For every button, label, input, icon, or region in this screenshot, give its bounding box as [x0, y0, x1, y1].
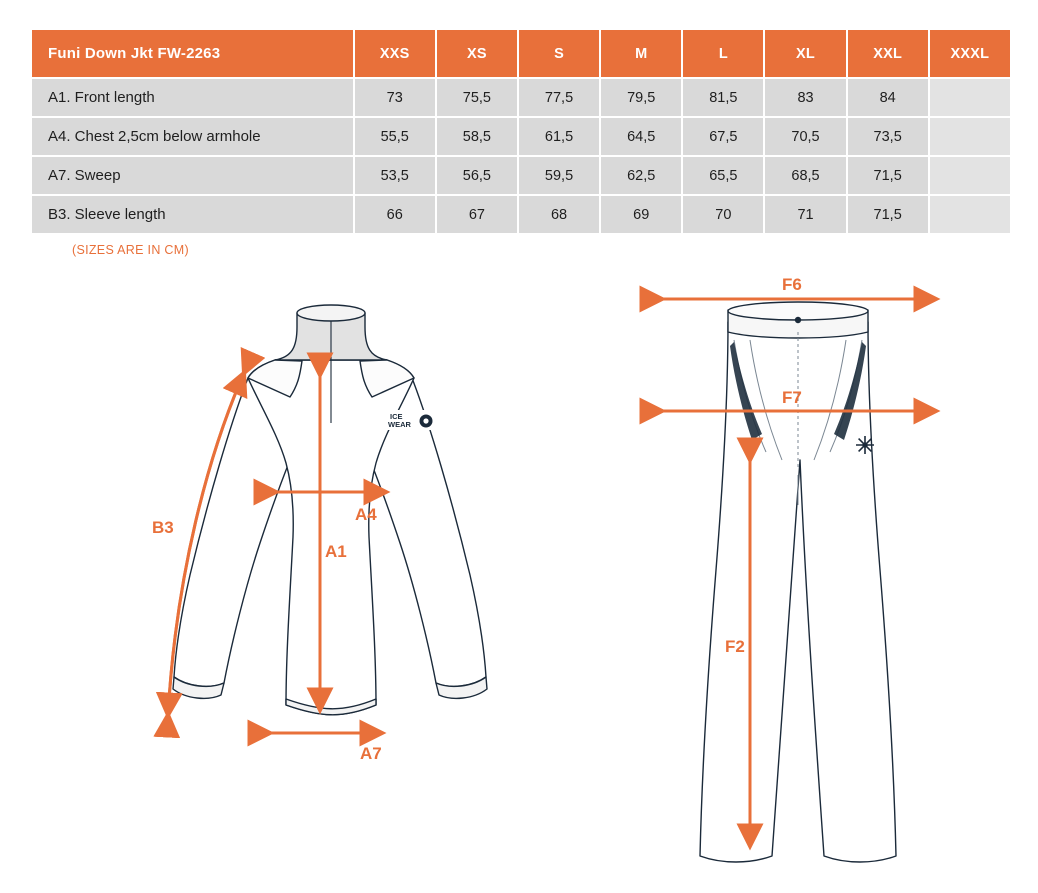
size-header-xxs: XXS — [354, 29, 436, 78]
dim-label-a1: A1 — [325, 542, 347, 561]
table-row — [31, 117, 1011, 156]
dim-label-f2: F2 — [725, 637, 745, 656]
table-row — [31, 78, 1011, 117]
cell-a1-s: 77,5 — [518, 78, 600, 117]
size-header-l: L — [682, 29, 764, 78]
dim-label-a7: A7 — [360, 744, 382, 763]
cell-a4-xxxl — [929, 117, 1011, 156]
cell-a1-l: 81,5 — [682, 78, 764, 117]
dim-label-f7: F7 — [782, 388, 802, 407]
svg-text:ICE: ICE — [390, 412, 403, 421]
cell-b3-xs: 67 — [436, 195, 518, 234]
cell-a4-s: 61,5 — [518, 117, 600, 156]
size-table — [30, 28, 1012, 235]
cell-a4-xs: 58,5 — [436, 117, 518, 156]
cell-a4-xxs: 55,5 — [354, 117, 436, 156]
cell-a1-xs: 75,5 — [436, 78, 518, 117]
cell-b3-xxxl — [929, 195, 1011, 234]
cell-b3-l: 70 — [682, 195, 764, 234]
pants-technical-drawing — [600, 270, 1000, 880]
dim-label-f6: F6 — [782, 275, 802, 294]
cell-b3-s: 68 — [518, 195, 600, 234]
measure-label-a7: A7. Sweep — [31, 156, 354, 195]
measure-label-b3: B3. Sleeve length — [31, 195, 354, 234]
cell-a4-l: 67,5 — [682, 117, 764, 156]
size-header-xxl: XXL — [847, 29, 929, 78]
cell-a1-xl: 83 — [764, 78, 846, 117]
cell-a4-xl: 70,5 — [764, 117, 846, 156]
cell-b3-m: 69 — [600, 195, 682, 234]
size-header-s: S — [518, 29, 600, 78]
cell-a7-xxxl — [929, 156, 1011, 195]
cell-a4-xxl: 73,5 — [847, 117, 929, 156]
brand-logo-icon — [386, 410, 444, 430]
measure-label-a1: A1. Front length — [31, 78, 354, 117]
cell-a7-xxs: 53,5 — [354, 156, 436, 195]
measure-label-a4: A4. Chest 2,5cm below armhole — [31, 117, 354, 156]
size-header-xs: XS — [436, 29, 518, 78]
snowflake-logo-icon — [856, 436, 874, 454]
cell-a7-xs: 56,5 — [436, 156, 518, 195]
cell-a1-xxxl — [929, 78, 1011, 117]
cell-a7-s: 59,5 — [518, 156, 600, 195]
cell-a7-xl: 68,5 — [764, 156, 846, 195]
table-row — [31, 195, 1011, 234]
size-table-container — [30, 28, 1012, 235]
cell-b3-xl: 71 — [764, 195, 846, 234]
cell-a1-xxs: 73 — [354, 78, 436, 117]
size-header-xxxl: XXXL — [929, 29, 1011, 78]
svg-text:WEAR: WEAR — [388, 420, 411, 429]
size-header-xl: XL — [764, 29, 846, 78]
cell-b3-xxl: 71,5 — [847, 195, 929, 234]
dim-label-a4: A4 — [355, 505, 377, 524]
dim-label-b3: B3 — [152, 518, 174, 537]
jacket-technical-drawing — [120, 285, 540, 785]
product-name-header: Funi Down Jkt FW-2263 — [31, 29, 354, 78]
cell-a7-xxl: 71,5 — [847, 156, 929, 195]
cell-a7-m: 62,5 — [600, 156, 682, 195]
units-note: (SIZES ARE IN CM) — [72, 243, 189, 257]
cell-a7-l: 65,5 — [682, 156, 764, 195]
table-row — [31, 156, 1011, 195]
cell-a1-m: 79,5 — [600, 78, 682, 117]
table-header-row — [31, 29, 1011, 78]
cell-b3-xxs: 66 — [354, 195, 436, 234]
cell-a4-m: 64,5 — [600, 117, 682, 156]
size-header-m: M — [600, 29, 682, 78]
cell-a1-xxl: 84 — [847, 78, 929, 117]
